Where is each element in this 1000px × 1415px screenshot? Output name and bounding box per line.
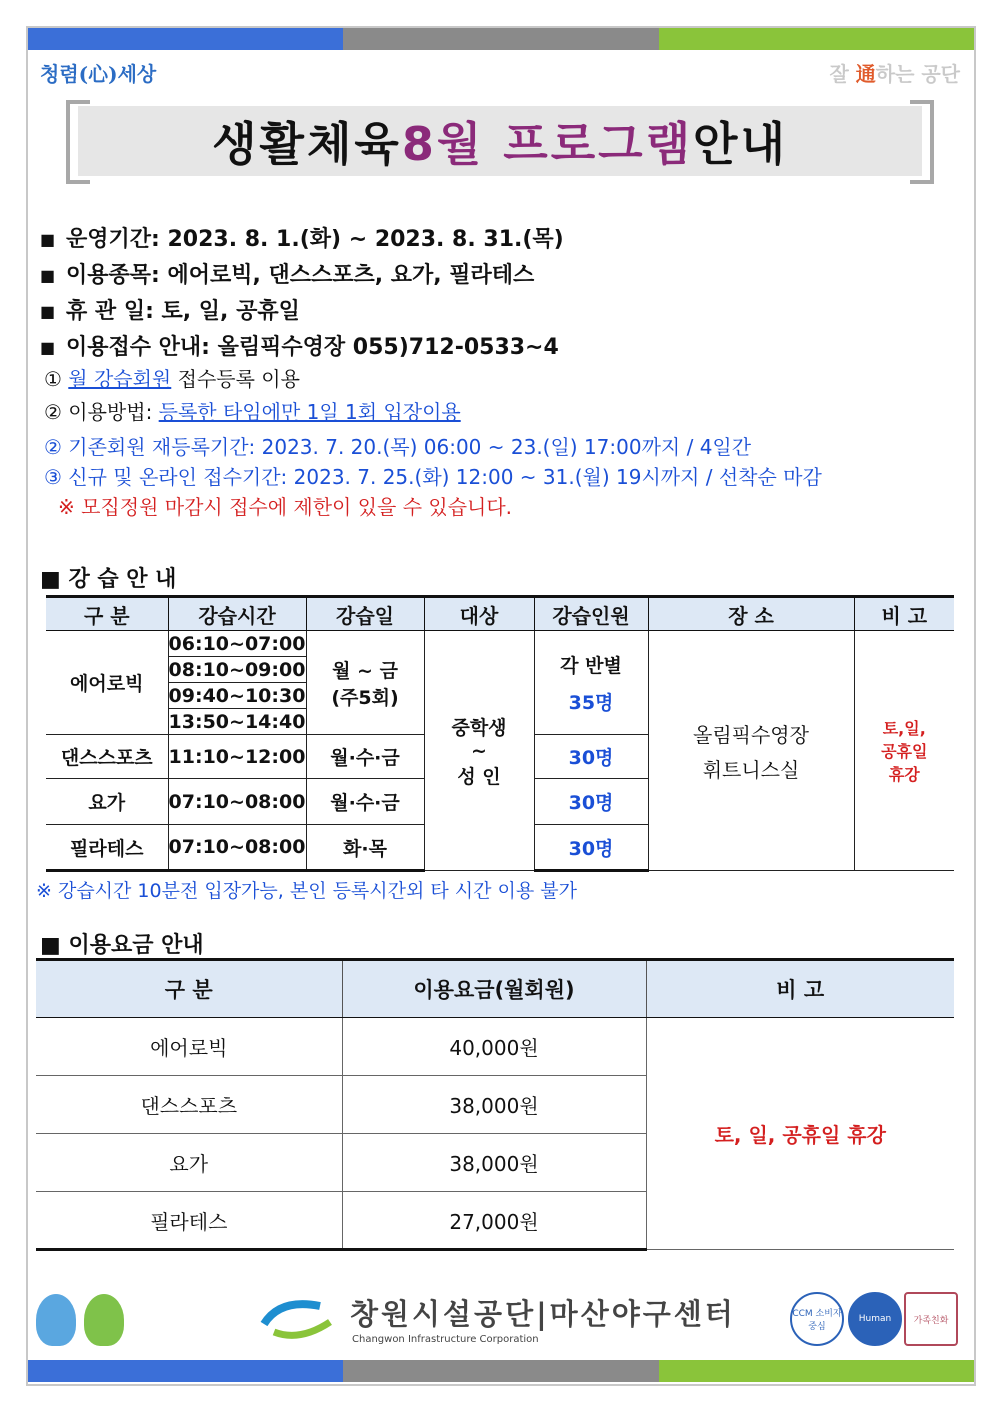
family-badge-icon: 가족친화 (904, 1292, 958, 1346)
ccm-badge-icon: CCM 소비자중심 (790, 1292, 844, 1346)
fee-row-name: 에어로빅 (36, 1018, 342, 1076)
sub-item-3: ② 기존회원 재등록기간: 2023. 7. 20.(목) 06:00 ~ 23.(일) 17:00까지 / 4일간 (44, 435, 752, 459)
row-aerobic-name: 에어로빅 (46, 631, 168, 735)
warning-note: ※ 모집정원 마감시 접수에 제한이 있을 수 있습니다. (58, 495, 513, 519)
info-list (40, 222, 940, 366)
lesson-table: 구 분 강습시간 강습일 대상 강습인원 장 소 비 고 에어로빅 06:10~07:00 월 ~ 금 (주5회) 중학생 ~ 성 인 각 반별 35명 올림픽수영장 휘트니스실 토,일, 공휴일 휴강 08:10~09:00 09:40~10:30 13:50~14:40 댄스스포츠 11:10~12:00 월·수·금 30명 요가 07:10~08:00 월·수·금 30명 필라테스 07:10~08:00 화·목 30명 (46, 595, 954, 872)
page-title: 생활체육 8월 프로그램 안내 (78, 106, 922, 176)
footer (28, 1282, 974, 1354)
sub-item-1: ① 월 강습회원 접수등록 이용 (44, 367, 300, 391)
info-period: ■ 운영기간: 2023. 8. 1.(화) ~ 2023. 8. 31.(목) (40, 227, 564, 252)
slogan-logo: 잘 通하는 공단 (829, 62, 960, 86)
corp-name: 창원시설공단|마산야구센터 (350, 1297, 736, 1331)
fee-table: 구 분 이용요금(월회원) 비 고 에어로빅 40,000원 토, 일, 공휴일 휴강 댄스스포츠 38,000원 요가 38,000원 필라테스 27,000원 (36, 958, 954, 1251)
mascot-icon (84, 1294, 124, 1346)
top-color-bar (28, 28, 974, 50)
fee-row-price: 40,000원 (342, 1018, 646, 1076)
mascot-icon (36, 1294, 76, 1346)
fee-section-title: ■ 이용요금 안내 (40, 933, 204, 958)
clean-world-logo: 청렴(心)세상 (40, 62, 157, 86)
sub-item-4: ③ 신규 및 온라인 접수기간: 2023. 7. 25.(화) 12:00 ~ 31.(월) 19시까지 / 선착순 마감 (44, 465, 822, 489)
info-closed: ■ 휴 관 일: 토, 일, 공휴일 (40, 299, 300, 324)
lesson-footnote: ※ 강습시간 10분전 입장가능, 본인 등록시간외 타 시간 이용 불가 (36, 880, 577, 902)
info-items: ■ 이용종목: 에어로빅, 댄스스포츠, 요가, 필라테스 (40, 263, 535, 288)
bottom-color-bar (28, 1360, 974, 1382)
corp-english-name: Changwon Infrastructure Corporation (352, 1334, 539, 1345)
page-title-box (66, 100, 934, 184)
fee-note: 토, 일, 공휴일 휴강 (646, 1018, 954, 1250)
lesson-section-title: ■ 강 습 안 내 (40, 567, 177, 592)
human-badge-icon: Human (848, 1292, 902, 1346)
sub-item-2: ② 이용방법: 등록한 타임에만 1일 1회 입장이용 (44, 400, 461, 424)
info-contact: ■ 이용접수 안내: 올림픽수영장 055)712-0533~4 (40, 335, 559, 360)
corp-logo-icon (260, 1294, 334, 1344)
